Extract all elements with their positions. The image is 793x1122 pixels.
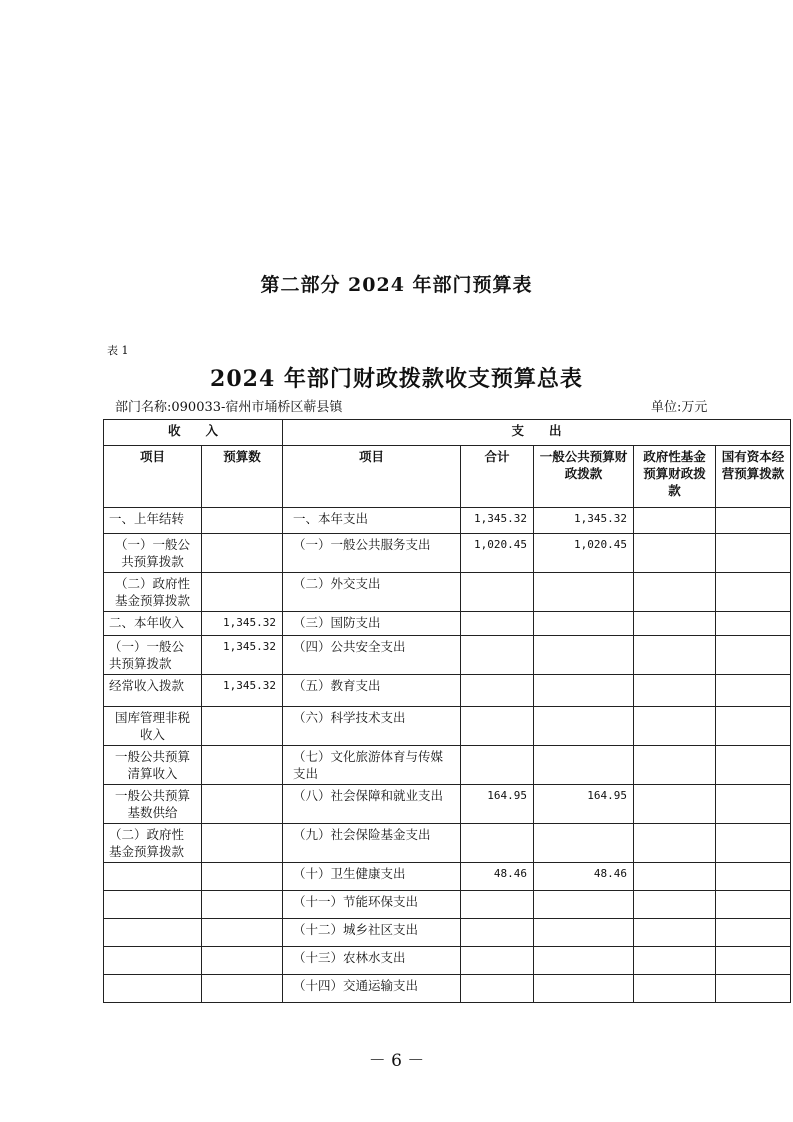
income-item-cell (104, 891, 202, 919)
general-budget-cell (534, 573, 634, 612)
income-item-cell: 国库管理非税收入 (104, 707, 202, 746)
income-item-header: 项目 (104, 446, 202, 508)
gov-fund-cell (634, 636, 716, 675)
table-row (104, 508, 791, 534)
income-item-cell: （二）政府性基金预算拨款 (104, 573, 202, 612)
gov-fund-cell (634, 534, 716, 573)
state-capital-cell (716, 919, 791, 947)
income-item-cell: 一般公共预算清算收入 (104, 746, 202, 785)
income-amount-cell: 1,345.32 (202, 675, 283, 707)
gov-fund-header: 政府性基金预算财政拨款 (634, 446, 716, 508)
income-amount-cell (202, 919, 283, 947)
expense-item-header: 项目 (283, 446, 461, 508)
budget-table (103, 419, 791, 1003)
table-row (104, 863, 791, 891)
gov-fund-cell (634, 947, 716, 975)
income-amount-cell: 1,345.32 (202, 612, 283, 636)
expense-item-cell: （二）外交支出 (283, 573, 461, 612)
income-amount-cell (202, 824, 283, 863)
general-budget-cell (534, 891, 634, 919)
expense-item-cell: （十）卫生健康支出 (283, 863, 461, 891)
table-row (104, 612, 791, 636)
gov-fund-cell (634, 824, 716, 863)
general-budget-cell (534, 947, 634, 975)
state-capital-cell (716, 534, 791, 573)
gov-fund-cell (634, 612, 716, 636)
income-amount-cell (202, 891, 283, 919)
total-cell: 48.46 (461, 863, 534, 891)
state-capital-cell (716, 947, 791, 975)
table-row (104, 785, 791, 824)
total-cell (461, 612, 534, 636)
state-capital-cell (716, 824, 791, 863)
total-cell (461, 636, 534, 675)
table-row (104, 947, 791, 975)
expense-item-cell: （十三）农林水支出 (283, 947, 461, 975)
expense-item-cell: （七）文化旅游体育与传媒支出 (283, 746, 461, 785)
expense-item-cell: （六）科学技术支出 (283, 707, 461, 746)
gov-fund-cell (634, 707, 716, 746)
income-amount-cell (202, 573, 283, 612)
table-row (104, 824, 791, 863)
general-budget-cell (534, 919, 634, 947)
income-item-cell: （一）一般公共预算拨款 (104, 534, 202, 573)
expense-item-cell: （四）公共安全支出 (283, 636, 461, 675)
gov-fund-cell (634, 675, 716, 707)
income-header: 收 入 (104, 420, 283, 446)
income-amount-cell: 1,345.32 (202, 636, 283, 675)
gov-fund-cell (634, 975, 716, 1003)
state-capital-cell (716, 891, 791, 919)
table-row (104, 675, 791, 707)
income-item-cell (104, 975, 202, 1003)
table-row (104, 636, 791, 675)
total-cell: 1,020.45 (461, 534, 534, 573)
state-capital-cell (716, 636, 791, 675)
total-cell: 1,345.32 (461, 508, 534, 534)
income-amount-cell (202, 785, 283, 824)
general-budget-cell (534, 746, 634, 785)
income-amount-cell (202, 508, 283, 534)
table-title: 2024 年部门财政拨款收支预算总表 (210, 366, 583, 392)
total-cell (461, 675, 534, 707)
general-budget-cell: 1,345.32 (534, 508, 634, 534)
income-amount-cell (202, 863, 283, 891)
department-label: 部门名称:090033-宿州市埇桥区蕲县镇 (115, 400, 343, 415)
state-capital-cell (716, 746, 791, 785)
income-item-cell (104, 919, 202, 947)
table-row (104, 891, 791, 919)
expense-item-cell: （三）国防支出 (283, 612, 461, 636)
state-capital-header: 国有资本经营预算拨款 (716, 446, 791, 508)
expense-item-cell: （一）一般公共服务支出 (283, 534, 461, 573)
table-row (104, 919, 791, 947)
gov-fund-cell (634, 891, 716, 919)
gov-fund-cell (634, 785, 716, 824)
income-budget-header: 预算数 (202, 446, 283, 508)
income-amount-cell (202, 975, 283, 1003)
table-number: 表 1 (107, 344, 129, 357)
income-item-cell: 二、本年收入 (104, 612, 202, 636)
state-capital-cell (716, 785, 791, 824)
total-cell (461, 573, 534, 612)
expense-header: 支 出 (283, 420, 791, 446)
part-title: 第二部分 2024 年部门预算表 (260, 274, 533, 296)
gov-fund-cell (634, 746, 716, 785)
income-item-cell: 一、上年结转 (104, 508, 202, 534)
income-item-cell: 一般公共预算基数供给 (104, 785, 202, 824)
income-amount-cell (202, 746, 283, 785)
gov-fund-cell (634, 919, 716, 947)
general-budget-header: 一般公共预算财政拨款 (534, 446, 634, 508)
state-capital-cell (716, 863, 791, 891)
general-budget-cell (534, 707, 634, 746)
state-capital-cell (716, 573, 791, 612)
income-item-cell: （二）政府性基金预算拨款 (104, 824, 202, 863)
total-cell (461, 746, 534, 785)
total-cell (461, 947, 534, 975)
general-budget-cell (534, 675, 634, 707)
expense-item-cell: （十一）节能环保支出 (283, 891, 461, 919)
table-row (104, 573, 791, 612)
total-header: 合计 (461, 446, 534, 508)
general-budget-cell (534, 975, 634, 1003)
income-item-cell (104, 947, 202, 975)
total-cell (461, 707, 534, 746)
total-cell (461, 975, 534, 1003)
income-item-cell: （一）一般公共预算拨款 (104, 636, 202, 675)
gov-fund-cell (634, 508, 716, 534)
expense-item-cell: （九）社会保险基金支出 (283, 824, 461, 863)
table-row (104, 534, 791, 573)
expense-item-cell: （十四）交通运输支出 (283, 975, 461, 1003)
state-capital-cell (716, 675, 791, 707)
income-amount-cell (202, 707, 283, 746)
income-amount-cell (202, 947, 283, 975)
table-body (104, 508, 791, 1003)
general-budget-cell: 1,020.45 (534, 534, 634, 573)
total-cell (461, 891, 534, 919)
general-budget-cell (534, 636, 634, 675)
table-row (104, 975, 791, 1003)
general-budget-cell: 164.95 (534, 785, 634, 824)
expense-item-cell: （五）教育支出 (283, 675, 461, 707)
income-amount-cell (202, 534, 283, 573)
gov-fund-cell (634, 573, 716, 612)
gov-fund-cell (634, 863, 716, 891)
expense-item-cell: 一、本年支出 (283, 508, 461, 534)
expense-item-cell: （八）社会保障和就业支出 (283, 785, 461, 824)
state-capital-cell (716, 508, 791, 534)
general-budget-cell: 48.46 (534, 863, 634, 891)
state-capital-cell (716, 707, 791, 746)
income-item-cell: 经常收入拨款 (104, 675, 202, 707)
expense-item-cell: （十二）城乡社区支出 (283, 919, 461, 947)
total-cell: 164.95 (461, 785, 534, 824)
general-budget-cell (534, 824, 634, 863)
general-budget-cell (534, 612, 634, 636)
table-row (104, 707, 791, 746)
state-capital-cell (716, 612, 791, 636)
state-capital-cell (716, 975, 791, 1003)
total-cell (461, 919, 534, 947)
unit-label: 单位:万元 (651, 400, 708, 415)
page-number: － 6 － (368, 1051, 425, 1071)
table-row (104, 746, 791, 785)
total-cell (461, 824, 534, 863)
income-item-cell (104, 863, 202, 891)
